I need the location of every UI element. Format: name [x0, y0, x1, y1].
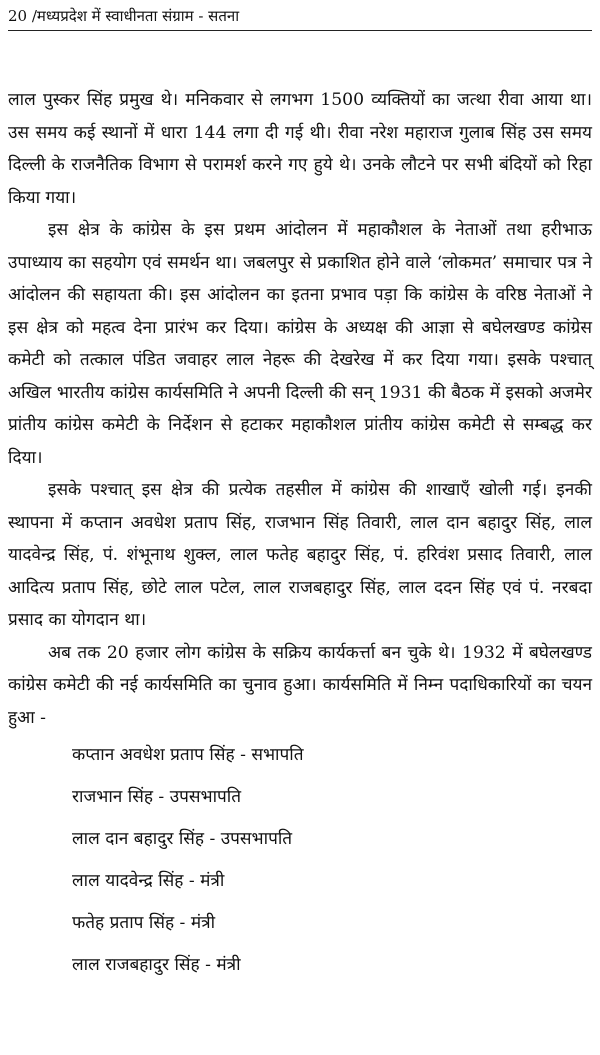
list-item: लाल यादवेन्द्र सिंह - मंत्री — [72, 871, 225, 891]
office-bearers-list — [8, 734, 592, 986]
page-body — [8, 84, 592, 986]
paragraph-1: लाल पुस्कर सिंह प्रमुख थे। मनिकवार से लगभग 1500 व्यक्तियों का जत्था रीवा आया था। उस समय कई स्थानों में धारा 144 लगा दी गई थी। रीवा नरेश महाराज गुलाब सिंह उस समय दिल्ली के राजनैतिक विभाग से परामर्श करने गए हुये थे। उनके लौटने पर सभी बंदियों को रिहा किया गया। — [8, 90, 592, 208]
list-item: राजभान सिंह - उपसभापति — [72, 787, 242, 807]
running-header: 20 /मध्यप्रदेश में स्वाधीनता संग्राम - सतना — [8, 7, 240, 25]
paragraph-2: इस क्षेत्र के कांग्रेस के इस प्रथम आंदोलन में महाकौशल के नेताओं तथा हरीभाऊ उपाध्याय का सहयोग एवं समर्थन था। जबलपुर से प्रकाशित होने वाले ‘लोकमत’ समाचार पत्र ने आंदोलन की सहायता की। इस आंदोलन का इतना प्रभाव पड़ा कि कांग्रेस के वरिष्ठ नेताओं ने इस क्षेत्र को महत्व देना प्रारंभ कर दिया। कांग्रेस के अध्यक्ष की आज्ञा से बघेलखण्ड कांग्रेस कमेटी को तत्काल पंडित जवाहर लाल नेहरू की देखरेख में कर दिया गया। इसके पश्चात् अखिल भारतीय कांग्रेस कार्यसमिति ने अपनी दिल्ली की सन् 1931 की बैठक में इसको अजमेर प्रांतीय कांग्रेस कमेटी के निर्देशन से हटाकर महाकौशल प्रांतीय कांग्रेस कमेटी से सम्बद्ध कर दिया। — [8, 220, 592, 468]
list-item: फतेह प्रताप सिंह - मंत्री — [72, 913, 216, 933]
paragraph-3: इसके पश्चात् इस क्षेत्र की प्रत्येक तहसील में कांग्रेस की शाखाएँ खोली गई। इनकी स्थापना में कप्तान अवधेश प्रताप सिंह, राजभान सिंह तिवारी, लाल दान बहादुर सिंह, लाल यादवेन्द्र सिंह, पं. शंभूनाथ शुक्ल, लाल फतेह बहादुर सिंह, पं. हरिवंश प्रसाद तिवारी, लाल आदित्य प्रताप सिंह, छोटे लाल पटेल, लाल राजबहादुर सिंह, लाल ददन सिंह एवं पं. नरबदा प्रसाद का योगदान था। — [8, 480, 592, 630]
paragraph-4: अब तक 20 हजार लोग कांग्रेस के सक्रिय कार्यकर्त्ता बन चुके थे। 1932 में बघेलखण्ड कांग्रेस कमेटी की नई कार्यसमिति का चुनाव हुआ। कार्यसमिति में निम्न पदाधिकारियों का चयन हुआ - — [8, 642, 592, 728]
list-item: लाल दान बहादुर सिंह - उपसभापति — [72, 829, 293, 849]
list-item: लाल राजबहादुर सिंह - मंत्री — [72, 955, 241, 975]
header-divider — [8, 30, 592, 31]
list-item: कप्तान अवधेश प्रताप सिंह - सभापति — [72, 745, 304, 765]
